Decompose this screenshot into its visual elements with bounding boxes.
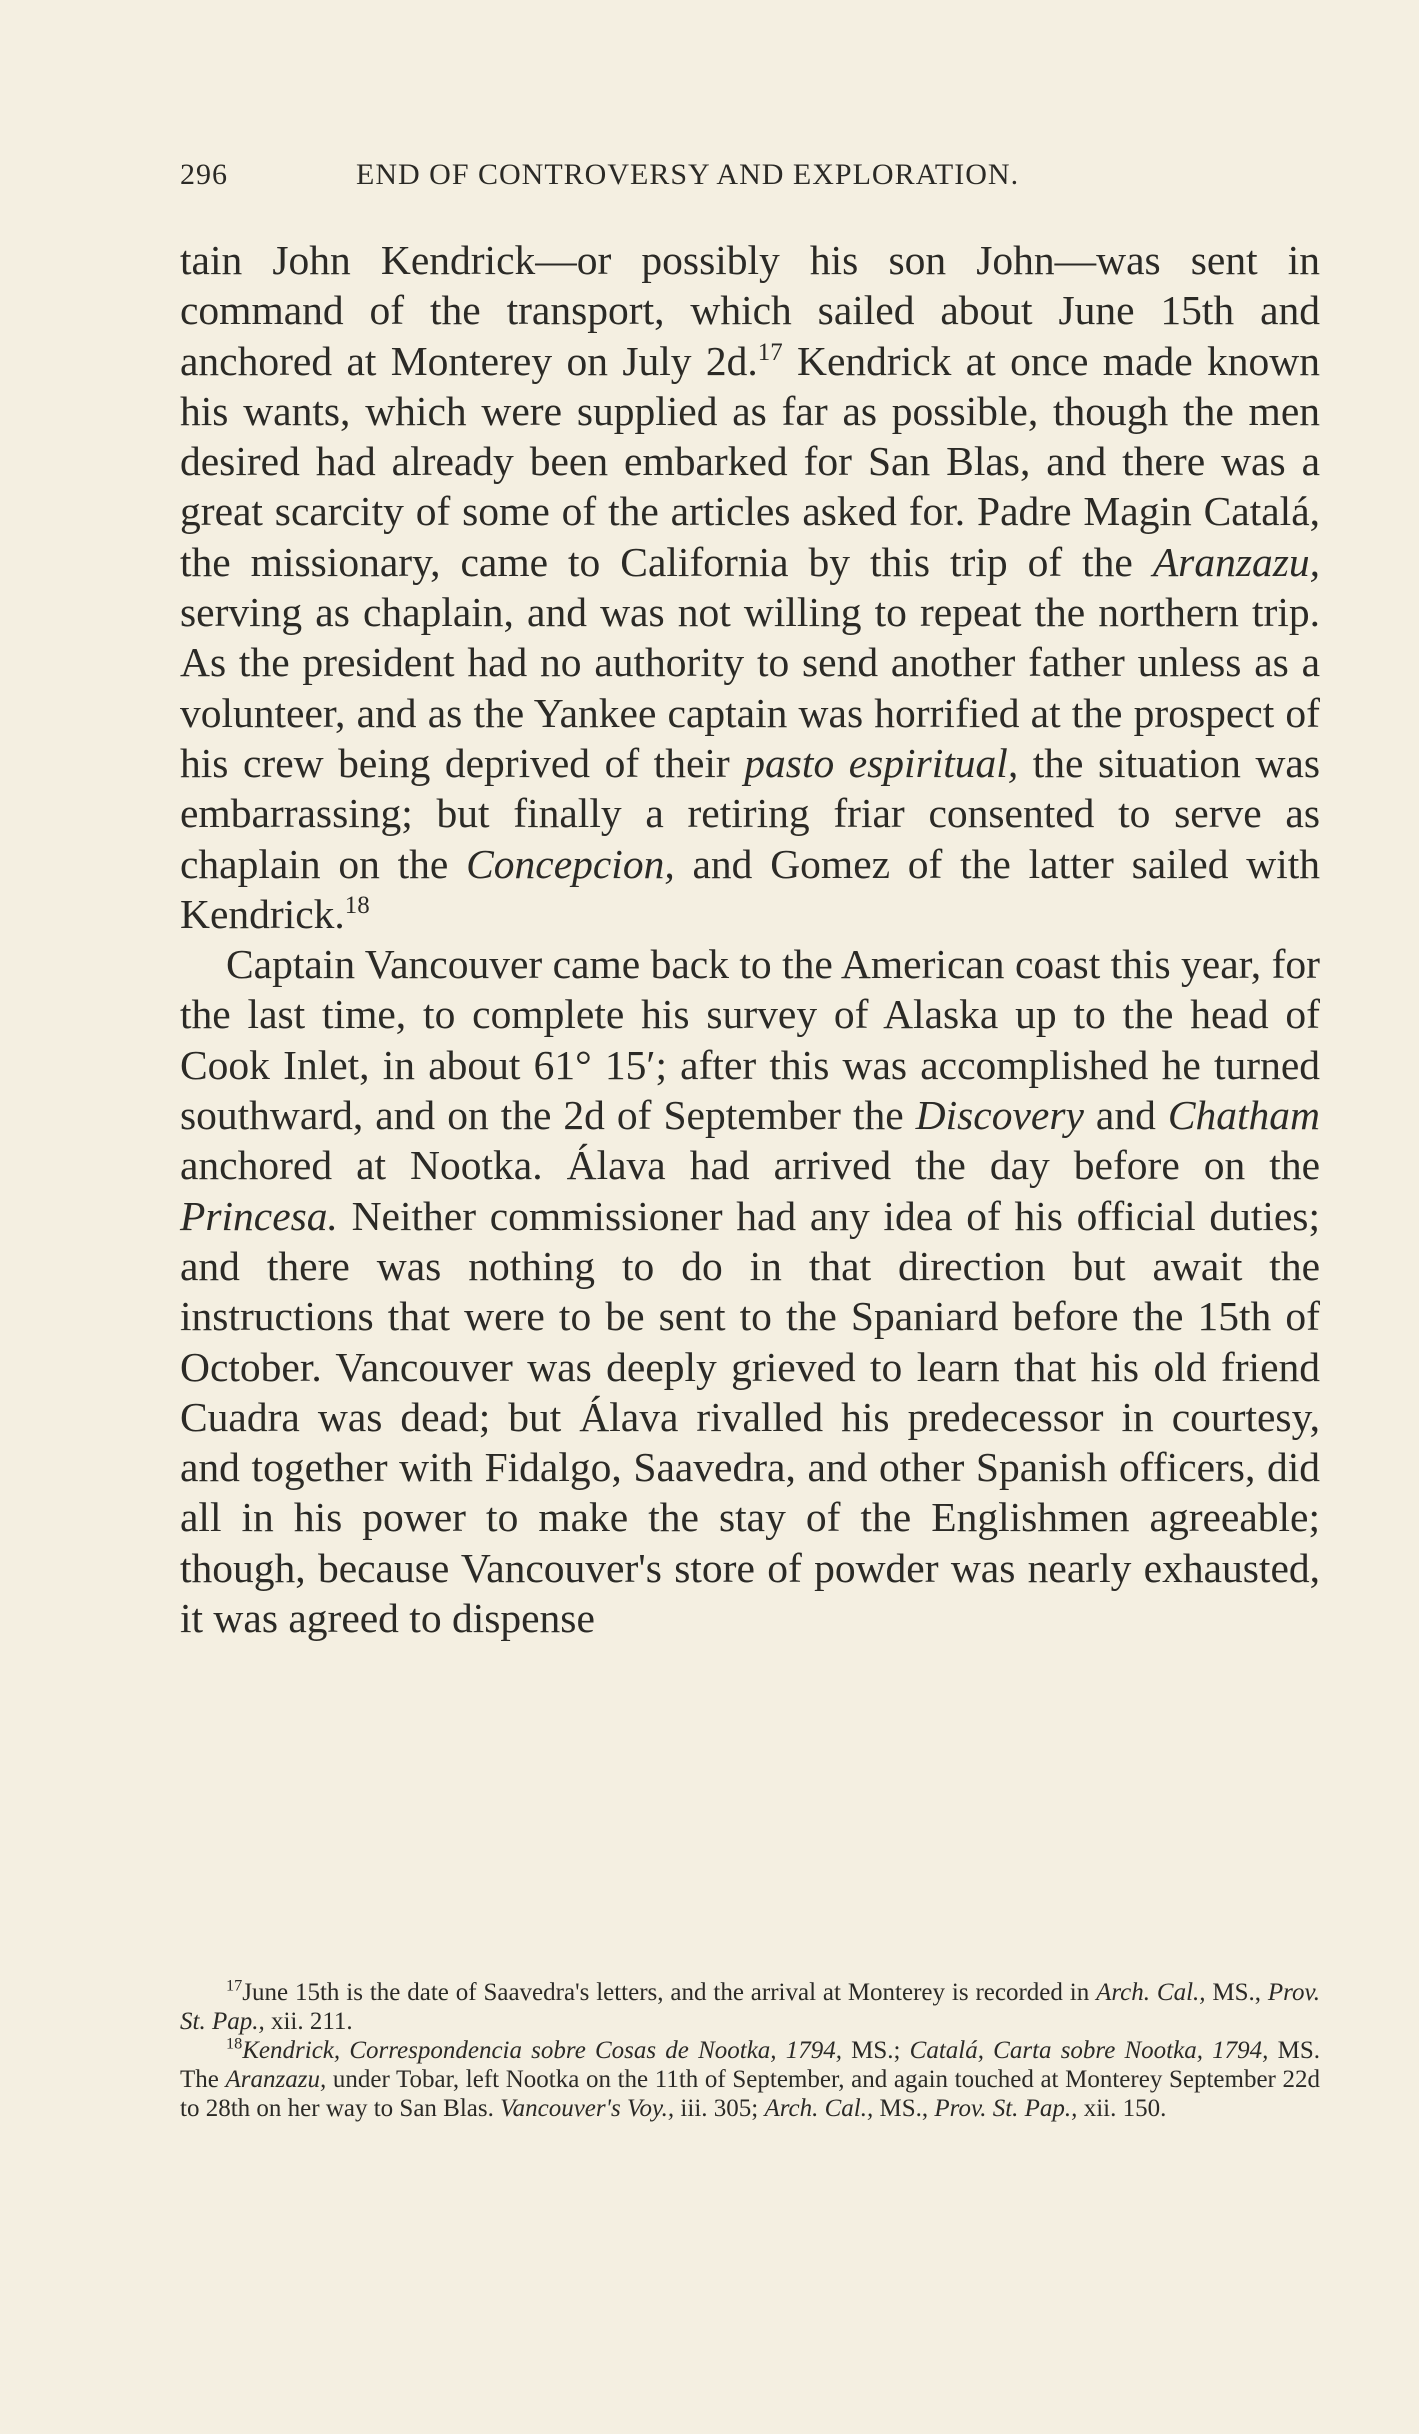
footnote-mark: 17 xyxy=(226,1976,243,1995)
italic-run: pasto espiritual, xyxy=(744,739,1019,786)
text-run: MS.; xyxy=(841,2037,910,2064)
footnote-17 xyxy=(180,1978,1320,2036)
text-run: June 15th is the date of Saavedra's letters, and the arrival at Monterey is recorded in xyxy=(242,1979,1097,2006)
italic-run: Kendrick, Correspondencia sobre Cosas de Nootka, 1794, xyxy=(242,2037,842,2064)
text-run: and Gomez of the latter sailed with Kendrick. xyxy=(180,840,1321,937)
running-header xyxy=(180,158,1320,198)
paragraph-1 xyxy=(180,235,1320,939)
text-run: xii. 211. xyxy=(264,2008,353,2035)
italic-run: Aranzazu, xyxy=(225,2066,327,2093)
footnotes xyxy=(180,1978,1320,2123)
italic-run: Princesa. xyxy=(180,1192,338,1239)
text-run: MS. The xyxy=(180,2037,1320,2093)
italic-run: Arch. Cal., xyxy=(1096,1979,1206,2006)
text-run: Neither commissioner had any idea of his official duties; and there was nothing to do in that direction but await the instructions that were to be sent to the Spaniard before the 15th of October. Vancouver was deeply grieved to learn that his old friend Cuadra was dead; but Álava rivalled his predecessor in courtesy, and together with Fidalgo, Saavedra, and other Spanish officers, did all in his power to make the stay of the Englishmen agreeable; though, because Vancouver's store of powder was nearly exhausted, it was agreed to dispense xyxy=(180,1192,1320,1642)
italic-run: Aranzazu, xyxy=(1152,538,1320,585)
running-title: END OF CONTROVERSY AND EXPLORATION. xyxy=(356,158,1020,191)
footnote-18 xyxy=(180,2036,1320,2123)
text-run: under Tobar, left Nootka on the 11th of September, and again touched at Monterey September 22d to 28th on her way to San Blas. xyxy=(180,2066,1321,2122)
text-run: xii. 150. xyxy=(1077,2095,1167,2122)
italic-run: Arch. Cal., xyxy=(764,2095,874,2122)
text-run: iii. 305; xyxy=(674,2095,765,2122)
italic-run: Catalá, Carta sobre Nootka, 1794, xyxy=(909,2037,1269,2064)
italic-run: Chatham xyxy=(1167,1092,1321,1139)
text-run: Kendrick at once made known his wants, which were supplied as far as possible, though the men desired had already been embarked for San Blas, and there was a great scarcity of some of the articles asked for. Padre Magin Catalá, the missionary, came to California by this trip of the xyxy=(180,337,1320,585)
text-run: tain John Kendrick—or possibly his son John—was sent in command of the transport, which sailed about June 15th and anchored at Monterey on July 2d. xyxy=(180,237,1320,384)
text-run: the situation was embarrassing; but finally a retiring friar consented to serve as chaplain on the xyxy=(180,739,1320,887)
text-run: MS., xyxy=(1205,1979,1268,2006)
footnote-ref-18: 18 xyxy=(344,892,370,920)
page-number: 296 xyxy=(180,158,228,191)
text-run: Captain Vancouver came back to the American coast this year, for the last time, to complete his survey of Alaska up to the head of Cook Inlet, in about 61° 15′; after this was accomplished he turned southward, and on the 2d of September the xyxy=(180,941,1320,1139)
text-run: anchored at Nootka. Álava had arrived the day before on the xyxy=(180,1142,1320,1189)
main-text xyxy=(180,235,1320,1643)
italic-run: Vancouver's Voy., xyxy=(500,2095,675,2122)
footnote-mark: 18 xyxy=(226,2034,243,2053)
paragraph-2 xyxy=(180,939,1320,1643)
text-run: and xyxy=(1083,1092,1168,1139)
italic-run: Discovery xyxy=(915,1092,1084,1139)
italic-run: Prov. St. Pap., xyxy=(934,2095,1078,2122)
footnote-ref-17: 17 xyxy=(757,338,783,366)
text-run: serving as chaplain, and was not willing to repeat the northern trip. As the president had no authority to send another father unless as a volunteer, and as the Yankee captain was horrified at the prospect of his crew being deprived of their xyxy=(180,589,1320,786)
italic-run: Prov. St. Pap., xyxy=(180,1979,1320,2035)
text-run: MS., xyxy=(873,2095,935,2122)
italic-run: Concepcion, xyxy=(466,840,675,887)
